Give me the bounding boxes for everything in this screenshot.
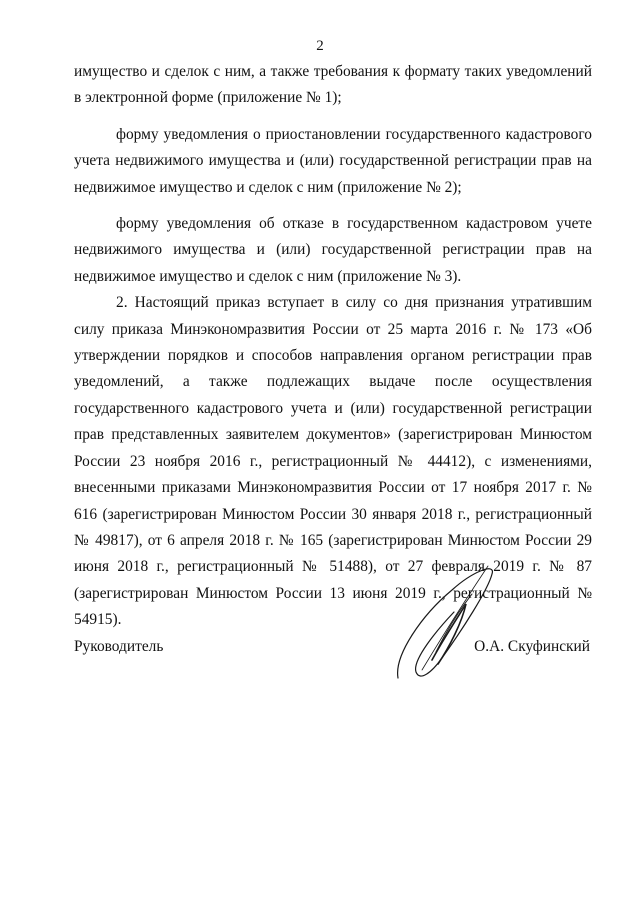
page-number: 2 [316,38,324,54]
paragraph-suspension-notice: форму уведомления о приостановлении государственного кадастрового учета недвижимого имущества и (или) государственной регистрации прав на недвижимое имущество и сделок с ним (приложение № 2); [74,125,592,196]
handwritten-signature [392,560,502,690]
paragraph-continuation: имущество и сделок с ним, а также требования к формату таких уведомлений в электронной форме (приложение № 1); [74,63,592,107]
signatory-name: О.А. Скуфинский [474,638,590,655]
paragraph-refusal-notice: форму уведомления об отказе в государственном кадастровом учете недвижимого имущества и (или) государственной регистрации прав на недвижимое имущество и сделок с ним (приложение № 3). [74,215,592,285]
signature-block [74,634,592,660]
document-body [74,59,592,634]
signatory-title: Руководитель [74,638,164,655]
paragraph-effective-date: 2. Настоящий приказ вступает в силу со дня признания утратившим силу приказа Минэкономразвития России от 25 марта 2016 г. № 173 «Об утверждении порядков и способов направления органом регистрации прав уведомлений, а также подлежащих выдаче после осуществления государственного кадастрового учета и (или) государственной регистрации прав представленных заявителем документов» (зарегистрирован Минюстом России 23 ноября 2016 г., регистрационный № 44412), с изменениями, внесенными приказами Минэкономразвития России от 17 ноября 2017 г. № 616 (зарегистрирован Минюстом России 30 января 2018 г., регистрационный № 49817), от 6 апреля 2018 г. № 165 (зарегистрирован Минюстом России 29 июня 2018 г., регистрационный № 51488), от 27 февраля 2019 г. № 87 (зарегистрирован Минюстом России 13 июня 2019 г., регистрационный № 54915). [74,294,592,629]
